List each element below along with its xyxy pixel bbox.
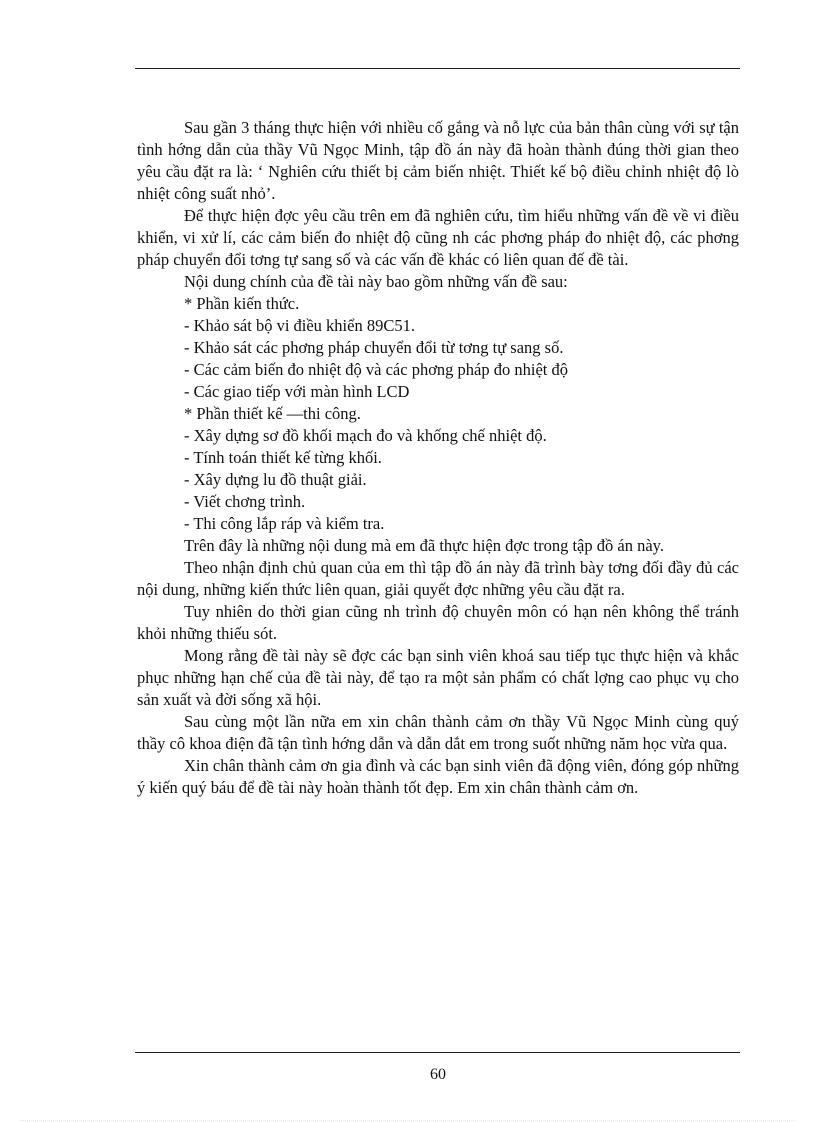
page-number: 60	[430, 1066, 446, 1083]
footer-rule	[135, 1052, 740, 1053]
paragraph: Mong rằng đề tài này sẽ đợc các bạn sinh viên khoá sau tiếp tục thực hiện và khắc phục những hạn chế của đề tài này, để tạo ra một sản phẩm có chất lợng cao phục vụ cho sản xuất và đời sống xã hội.	[137, 646, 739, 709]
list-item: - Khảo sát bộ vi điều khiển 89C51.	[184, 316, 415, 335]
footer-divider	[20, 1120, 796, 1121]
section-heading: * Phần kiến thức.	[184, 294, 300, 313]
header-rule	[135, 68, 740, 69]
paragraph: Để thực hiện đợc yêu cầu trên em đã nghiên cứu, tìm hiểu những vấn đề về vi điều khiển, vi xử lí, các cảm biến đo nhiệt độ cũng nh các phơng pháp đo nhiệt độ, các phơng pháp chuyển đổi tơng tự sang số và các vấn đề khác có liên quan đế đề tài.	[137, 206, 739, 269]
paragraph: Tuy nhiên do thời gian cũng nh trình độ chuyên môn có hạn nên không thể tránh khỏi những thiếu sót.	[137, 602, 739, 643]
list-item: - Tính toán thiết kế từng khối.	[184, 448, 382, 467]
list-item: - Xây dựng lu đồ thuật giải.	[184, 470, 367, 489]
list-item: - Viết chơng trình.	[184, 492, 306, 511]
body-text	[137, 117, 739, 799]
paragraph: Trên đây là những nội dung mà em đã thực hiện đợc trong tập đồ án này.	[184, 536, 664, 555]
paragraph: Sau cùng một lần nữa em xin chân thành cảm ơn thầy Vũ Ngọc Minh cùng quý thầy cô khoa điện đã tận tình hớng dẫn và dẫn dắt em trong suốt những năm học vừa qua.	[137, 712, 739, 753]
list-item: - Thi công lắp ráp và kiểm tra.	[184, 514, 385, 533]
paragraph: Xin chân thành cảm ơn gia đình và các bạn sinh viên đã động viên, đóng góp những ý kiến quý báu để đề tài này hoàn thành tốt đẹp. Em xin chân thành cảm ơn.	[137, 756, 739, 797]
paragraph: Sau gần 3 tháng thực hiện với nhiều cố gắng và nỗ lực của bản thân cùng với sự tận tình hớng dẫn của thầy Vũ Ngọc Minh, tập đồ án này đã hoàn thành đúng thời gian theo yêu cầu đặt ra là: ‘ Nghiên cứu thiết bị cảm biến nhiệt. Thiết kế bộ điều chỉnh nhiệt độ lò nhiệt công suất nhỏ’.	[137, 118, 739, 203]
list-item: - Các giao tiếp với màn hình LCD	[184, 382, 410, 401]
paragraph: Nội dung chính của đề tài này bao gồm những vấn đề sau:	[184, 272, 568, 291]
list-item: - Xây dựng sơ đồ khối mạch đo và khống chế nhiệt độ.	[184, 426, 547, 445]
paragraph: Theo nhận định chủ quan của em thì tập đồ án này đã trình bày tơng đối đầy đủ các nội dung, những kiến thức liên quan, giải quyết đợc những yêu cầu đặt ra.	[137, 558, 739, 599]
section-heading: * Phần thiết kế —thi công.	[184, 404, 361, 423]
list-item: - Khảo sát các phơng pháp chuyển đổi từ tơng tự sang số.	[184, 338, 564, 357]
list-item: - Các cảm biến đo nhiệt độ và các phơng pháp đo nhiệt độ	[184, 360, 568, 379]
